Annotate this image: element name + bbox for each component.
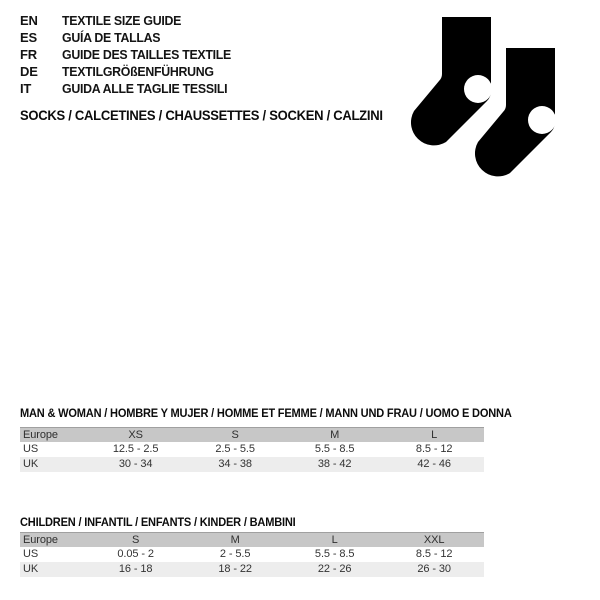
size-table-children bbox=[20, 532, 484, 577]
column-header-size: S bbox=[132, 534, 140, 546]
size-value-cell: 2.5 - 5.5 bbox=[215, 443, 255, 455]
column-header-size: XXL bbox=[423, 534, 445, 546]
size-value-cell: 34 - 38 bbox=[218, 458, 252, 470]
size-value-cell: 42 - 46 bbox=[417, 458, 451, 470]
table-row bbox=[20, 547, 484, 562]
table-header-row bbox=[20, 532, 484, 547]
column-header-region: Europe bbox=[23, 429, 58, 441]
language-code: EN bbox=[20, 13, 38, 28]
column-header-size: L bbox=[331, 534, 338, 546]
size-value-cell: 2 - 5.5 bbox=[219, 548, 251, 560]
language-list bbox=[20, 12, 240, 97]
size-value-cell: 30 - 34 bbox=[118, 458, 153, 470]
table-row bbox=[20, 457, 484, 472]
table-header-row bbox=[20, 427, 484, 442]
size-value-cell: 16 - 18 bbox=[118, 563, 153, 575]
socks-icon bbox=[400, 15, 570, 190]
language-row bbox=[20, 29, 240, 46]
language-code: DE bbox=[20, 64, 38, 79]
row-label-cell: UK bbox=[23, 563, 39, 575]
column-header-size: M bbox=[230, 534, 240, 546]
language-code: FR bbox=[20, 47, 37, 62]
row-label-cell: UK bbox=[23, 458, 39, 470]
language-label: TEXTILE SIZE GUIDE bbox=[62, 13, 182, 28]
language-label: GUIDE DES TAILLES TEXTILE bbox=[62, 47, 231, 62]
size-table-adults bbox=[20, 427, 484, 472]
size-value-cell: 0.05 - 2 bbox=[117, 548, 154, 560]
size-value-cell: 8.5 - 12 bbox=[415, 443, 453, 455]
language-label: TEXTILGRÖßENFÜHRUNG bbox=[62, 64, 214, 79]
size-value-cell: 5.5 - 8.5 bbox=[314, 548, 355, 560]
column-header-size: S bbox=[231, 429, 239, 441]
row-label-cell: US bbox=[23, 548, 39, 560]
table-row bbox=[20, 442, 484, 457]
table-title-adults: MAN & WOMAN / HOMBRE Y MUJER / HOMME ET FEMME / MANN UND FRAU / UOMO E DONNA bbox=[20, 406, 512, 420]
language-row bbox=[20, 63, 240, 80]
size-value-cell: 38 - 42 bbox=[317, 458, 352, 470]
language-row bbox=[20, 12, 240, 29]
language-label: GUÍA DE TALLAS bbox=[62, 30, 161, 45]
size-value-cell: 5.5 - 8.5 bbox=[314, 443, 355, 455]
table-title-children: CHILDREN / INFANTIL / ENFANTS / KINDER / BAMBINI bbox=[20, 515, 296, 529]
language-code: ES bbox=[20, 30, 37, 45]
table-row bbox=[20, 562, 484, 577]
language-row bbox=[20, 80, 240, 97]
column-header-size: L bbox=[431, 429, 438, 441]
row-label-cell: US bbox=[23, 443, 39, 455]
column-header-region: Europe bbox=[23, 534, 58, 546]
category-title: SOCKS / CALCETINES / CHAUSSETTES / SOCKEN / CALZINI bbox=[20, 107, 383, 123]
size-value-cell: 18 - 22 bbox=[218, 563, 252, 575]
language-code: IT bbox=[20, 81, 32, 96]
column-header-size: XS bbox=[128, 429, 143, 441]
language-label: GUIDA ALLE TAGLIE TESSILI bbox=[62, 81, 228, 96]
size-value-cell: 12.5 - 2.5 bbox=[112, 443, 159, 455]
size-value-cell: 8.5 - 12 bbox=[415, 548, 453, 560]
size-value-cell: 22 - 26 bbox=[317, 563, 352, 575]
column-header-size: M bbox=[330, 429, 340, 441]
size-value-cell: 26 - 30 bbox=[417, 563, 451, 575]
language-row bbox=[20, 46, 240, 63]
